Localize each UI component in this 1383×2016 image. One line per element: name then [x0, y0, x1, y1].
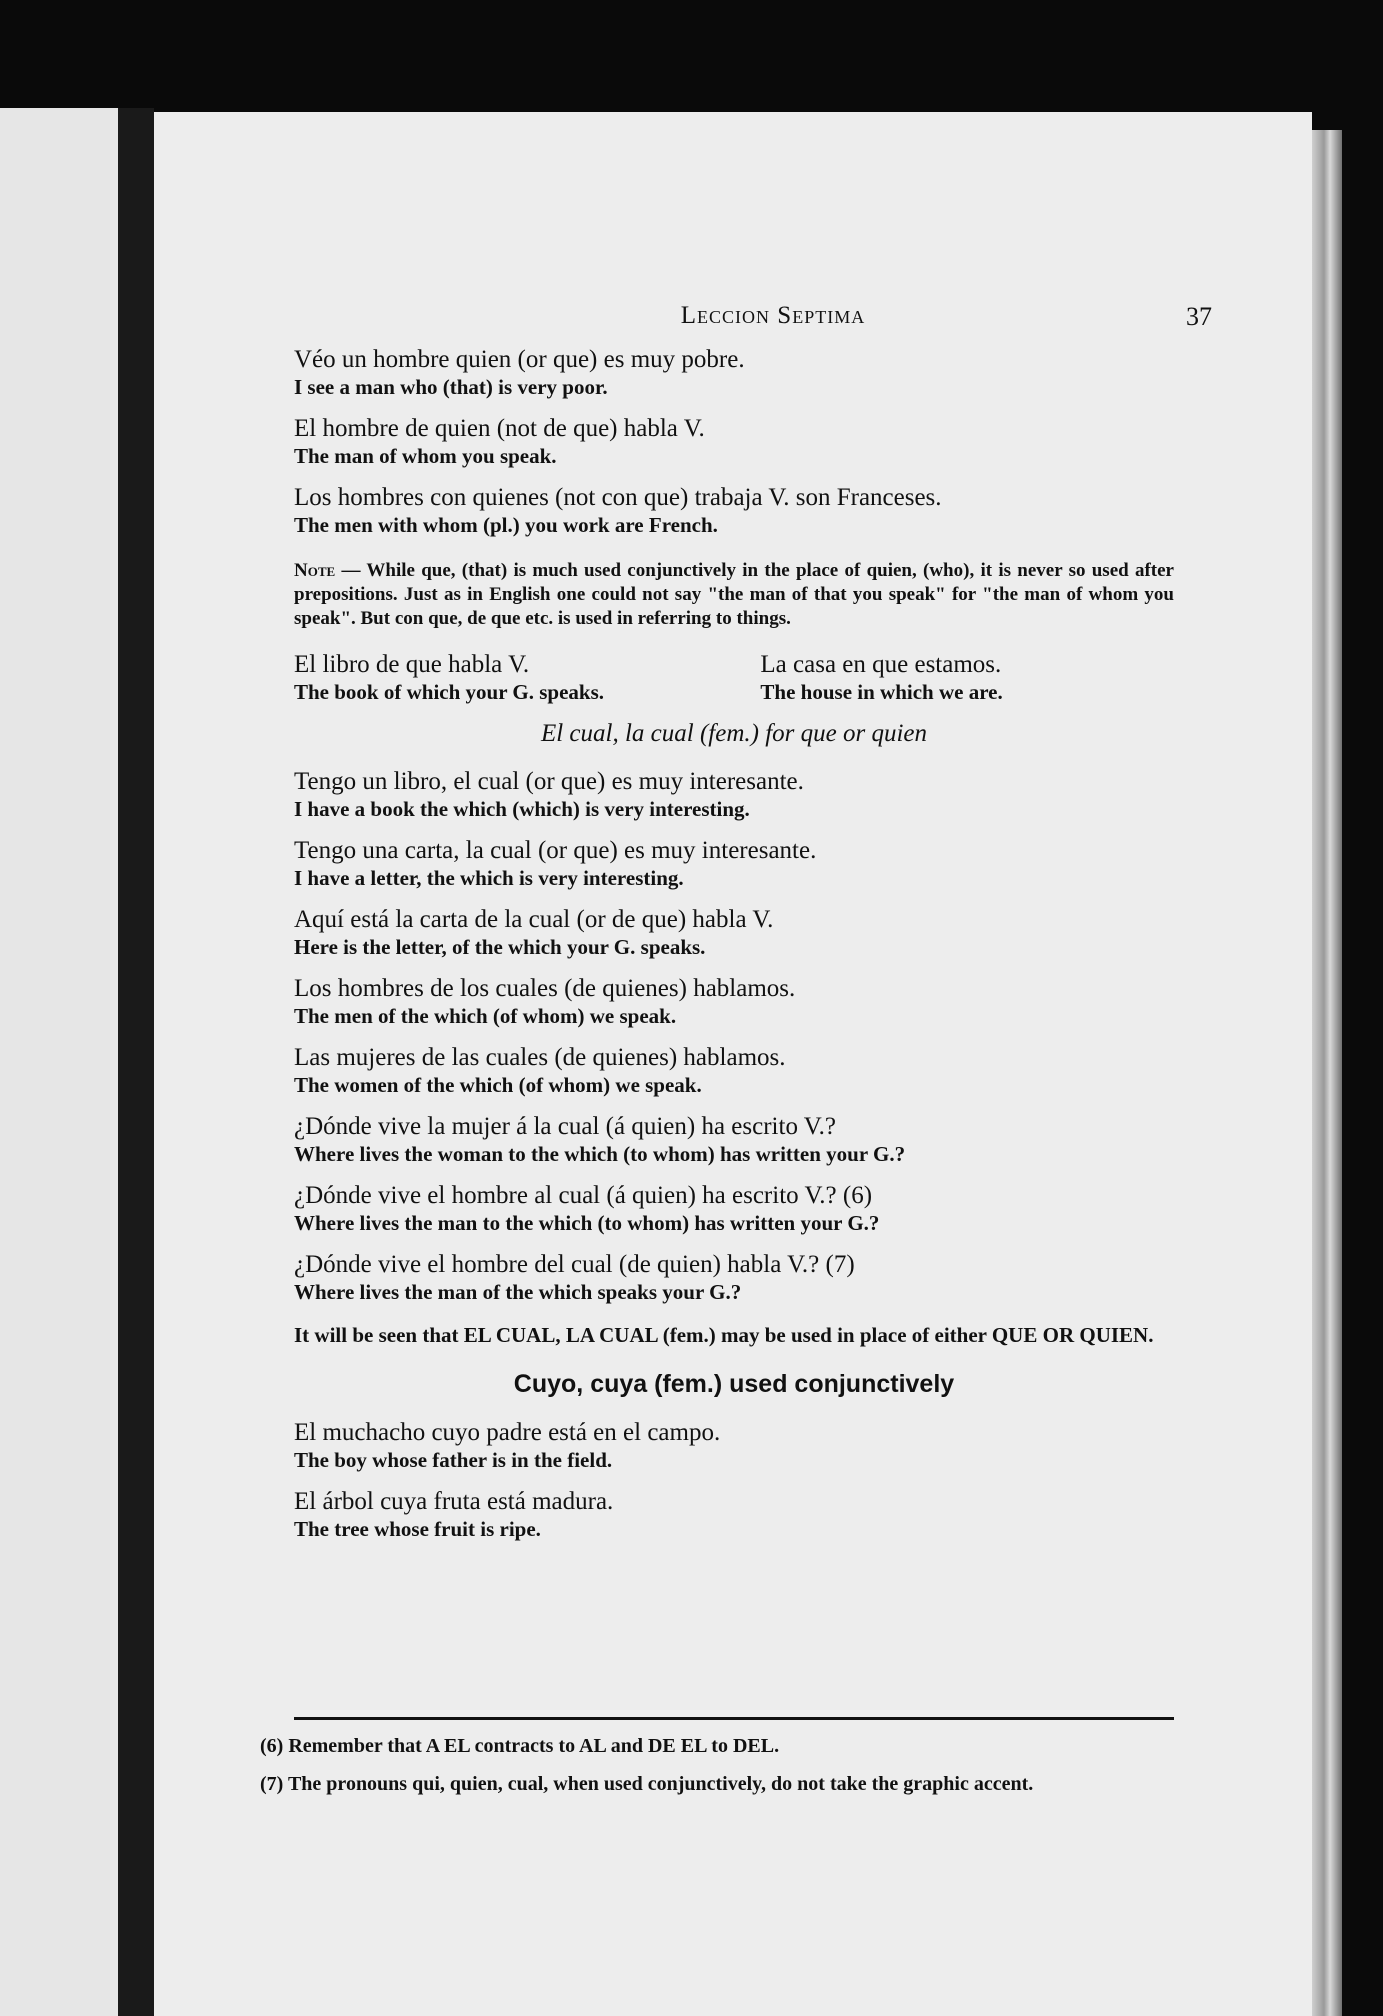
english-line: The men with whom (pl.) you work are French.: [294, 513, 718, 537]
page-stack-edge: [1312, 130, 1342, 2016]
english-line: The man of whom you speak.: [294, 444, 557, 468]
example-entry: [294, 835, 1174, 890]
book-page: [154, 112, 1312, 2016]
note-text: While que, (that) is much used conjunctively in the place of quien, (who), it is never so used after prepositions. Just as in English one could not say "the man of that you speak" for "the man of whom you speak". But con que, de que etc. is used in referring to things.: [294, 560, 1174, 629]
spanish-line: ¿Dónde vive el hombre del cual (de quien) habla V.? (7): [294, 1251, 855, 1278]
footnote-7: (7) The pronouns qui, quien, cual, when used conjunctively, do not take the graphic accent.: [260, 1773, 1034, 1795]
english-line: The house in which we are.: [760, 680, 1003, 704]
english-line: The tree whose fruit is ripe.: [294, 1517, 541, 1541]
example-entry: [294, 1417, 1174, 1472]
english-line: Where lives the man to the which (to whom) has written your G.?: [294, 1211, 880, 1235]
book-spine: [118, 108, 154, 2016]
spanish-line: Tengo un libro, el cual (or que) es muy interesante.: [294, 768, 804, 795]
section-heading-cual: El cual, la cual (fem.) for que or quien: [540, 720, 928, 747]
chapter-title: Leccion Septima: [680, 302, 866, 329]
page-body: [294, 344, 1174, 1555]
english-line: The book of which your G. speaks.: [294, 680, 605, 704]
english-line: Here is the letter, of the which your G. speaks.: [294, 935, 706, 959]
spanish-line: Tengo una carta, la cual (or que) es muy interesante.: [294, 837, 817, 864]
english-line: The women of the which (of whom) we speak.: [294, 1073, 702, 1097]
example-left: [294, 649, 708, 704]
spanish-line: El árbol cuya fruta está madura.: [294, 1488, 614, 1515]
example-entry: [294, 973, 1174, 1028]
usage-note: [294, 559, 1174, 631]
spanish-line: Los hombres de los cuales (de quienes) hablamos.: [294, 975, 796, 1002]
spanish-line: ¿Dónde vive la mujer á la cual (á quien) ha escrito V.?: [294, 1113, 836, 1140]
summary-statement: It will be seen that EL CUAL, LA CUAL (fem.) may be used in place of either QUE OR QUIEN.: [294, 1323, 1154, 1347]
english-line: I have a letter, the which is very interesting.: [294, 866, 684, 890]
example-right: [760, 649, 1174, 704]
footnote-6: (6) Remember that A EL contracts to AL and DE EL to DEL.: [260, 1735, 780, 1757]
spanish-line: El hombre de quien (not de que) habla V.: [294, 415, 705, 442]
spanish-line: Las mujeres de las cuales (de quienes) hablamos.: [294, 1044, 786, 1071]
footnote-rule: [294, 1717, 1174, 1720]
spanish-line: Véo un hombre quien (or que) es muy pobre.: [294, 346, 745, 373]
spanish-line: La casa en que estamos.: [760, 651, 1002, 678]
english-line: Where lives the man of the which speaks your G.?: [294, 1280, 742, 1304]
example-entry: [294, 1486, 1174, 1541]
example-entry: [294, 482, 1174, 537]
spanish-line: ¿Dónde vive el hombre al cual (á quien) ha escrito V.? (6): [294, 1182, 873, 1209]
left-page-edge: [0, 108, 118, 2016]
example-entry: [294, 1111, 1174, 1166]
example-pair: [294, 649, 1174, 704]
example-entry: [294, 904, 1174, 959]
note-lead: Note —: [294, 560, 361, 581]
example-entry: [294, 344, 1174, 399]
spanish-line: Los hombres con quienes (not con que) trabaja V. son Franceses.: [294, 484, 942, 511]
page-number: 37: [1186, 302, 1212, 331]
english-line: I have a book the which (which) is very interesting.: [294, 797, 750, 821]
spanish-line: Aquí está la carta de la cual (or de que) habla V.: [294, 906, 774, 933]
section-heading-cuyo: Cuyo, cuya (fem.) used conjunctively: [513, 1370, 955, 1398]
english-line: The men of the which (of whom) we speak.: [294, 1004, 677, 1028]
spanish-line: El libro de que habla V.: [294, 651, 530, 678]
english-line: Where lives the woman to the which (to whom) has written your G.?: [294, 1142, 906, 1166]
example-entry: [294, 1042, 1174, 1097]
footnotes: [260, 1734, 1172, 1810]
example-entry: [294, 766, 1174, 821]
example-entry: [294, 1249, 1174, 1304]
running-head: [154, 302, 1312, 330]
english-line: The boy whose father is in the field.: [294, 1448, 613, 1472]
english-line: I see a man who (that) is very poor.: [294, 375, 608, 399]
example-entry: [294, 413, 1174, 468]
spanish-line: El muchacho cuyo padre está en el campo.: [294, 1419, 721, 1446]
example-entry: [294, 1180, 1174, 1235]
